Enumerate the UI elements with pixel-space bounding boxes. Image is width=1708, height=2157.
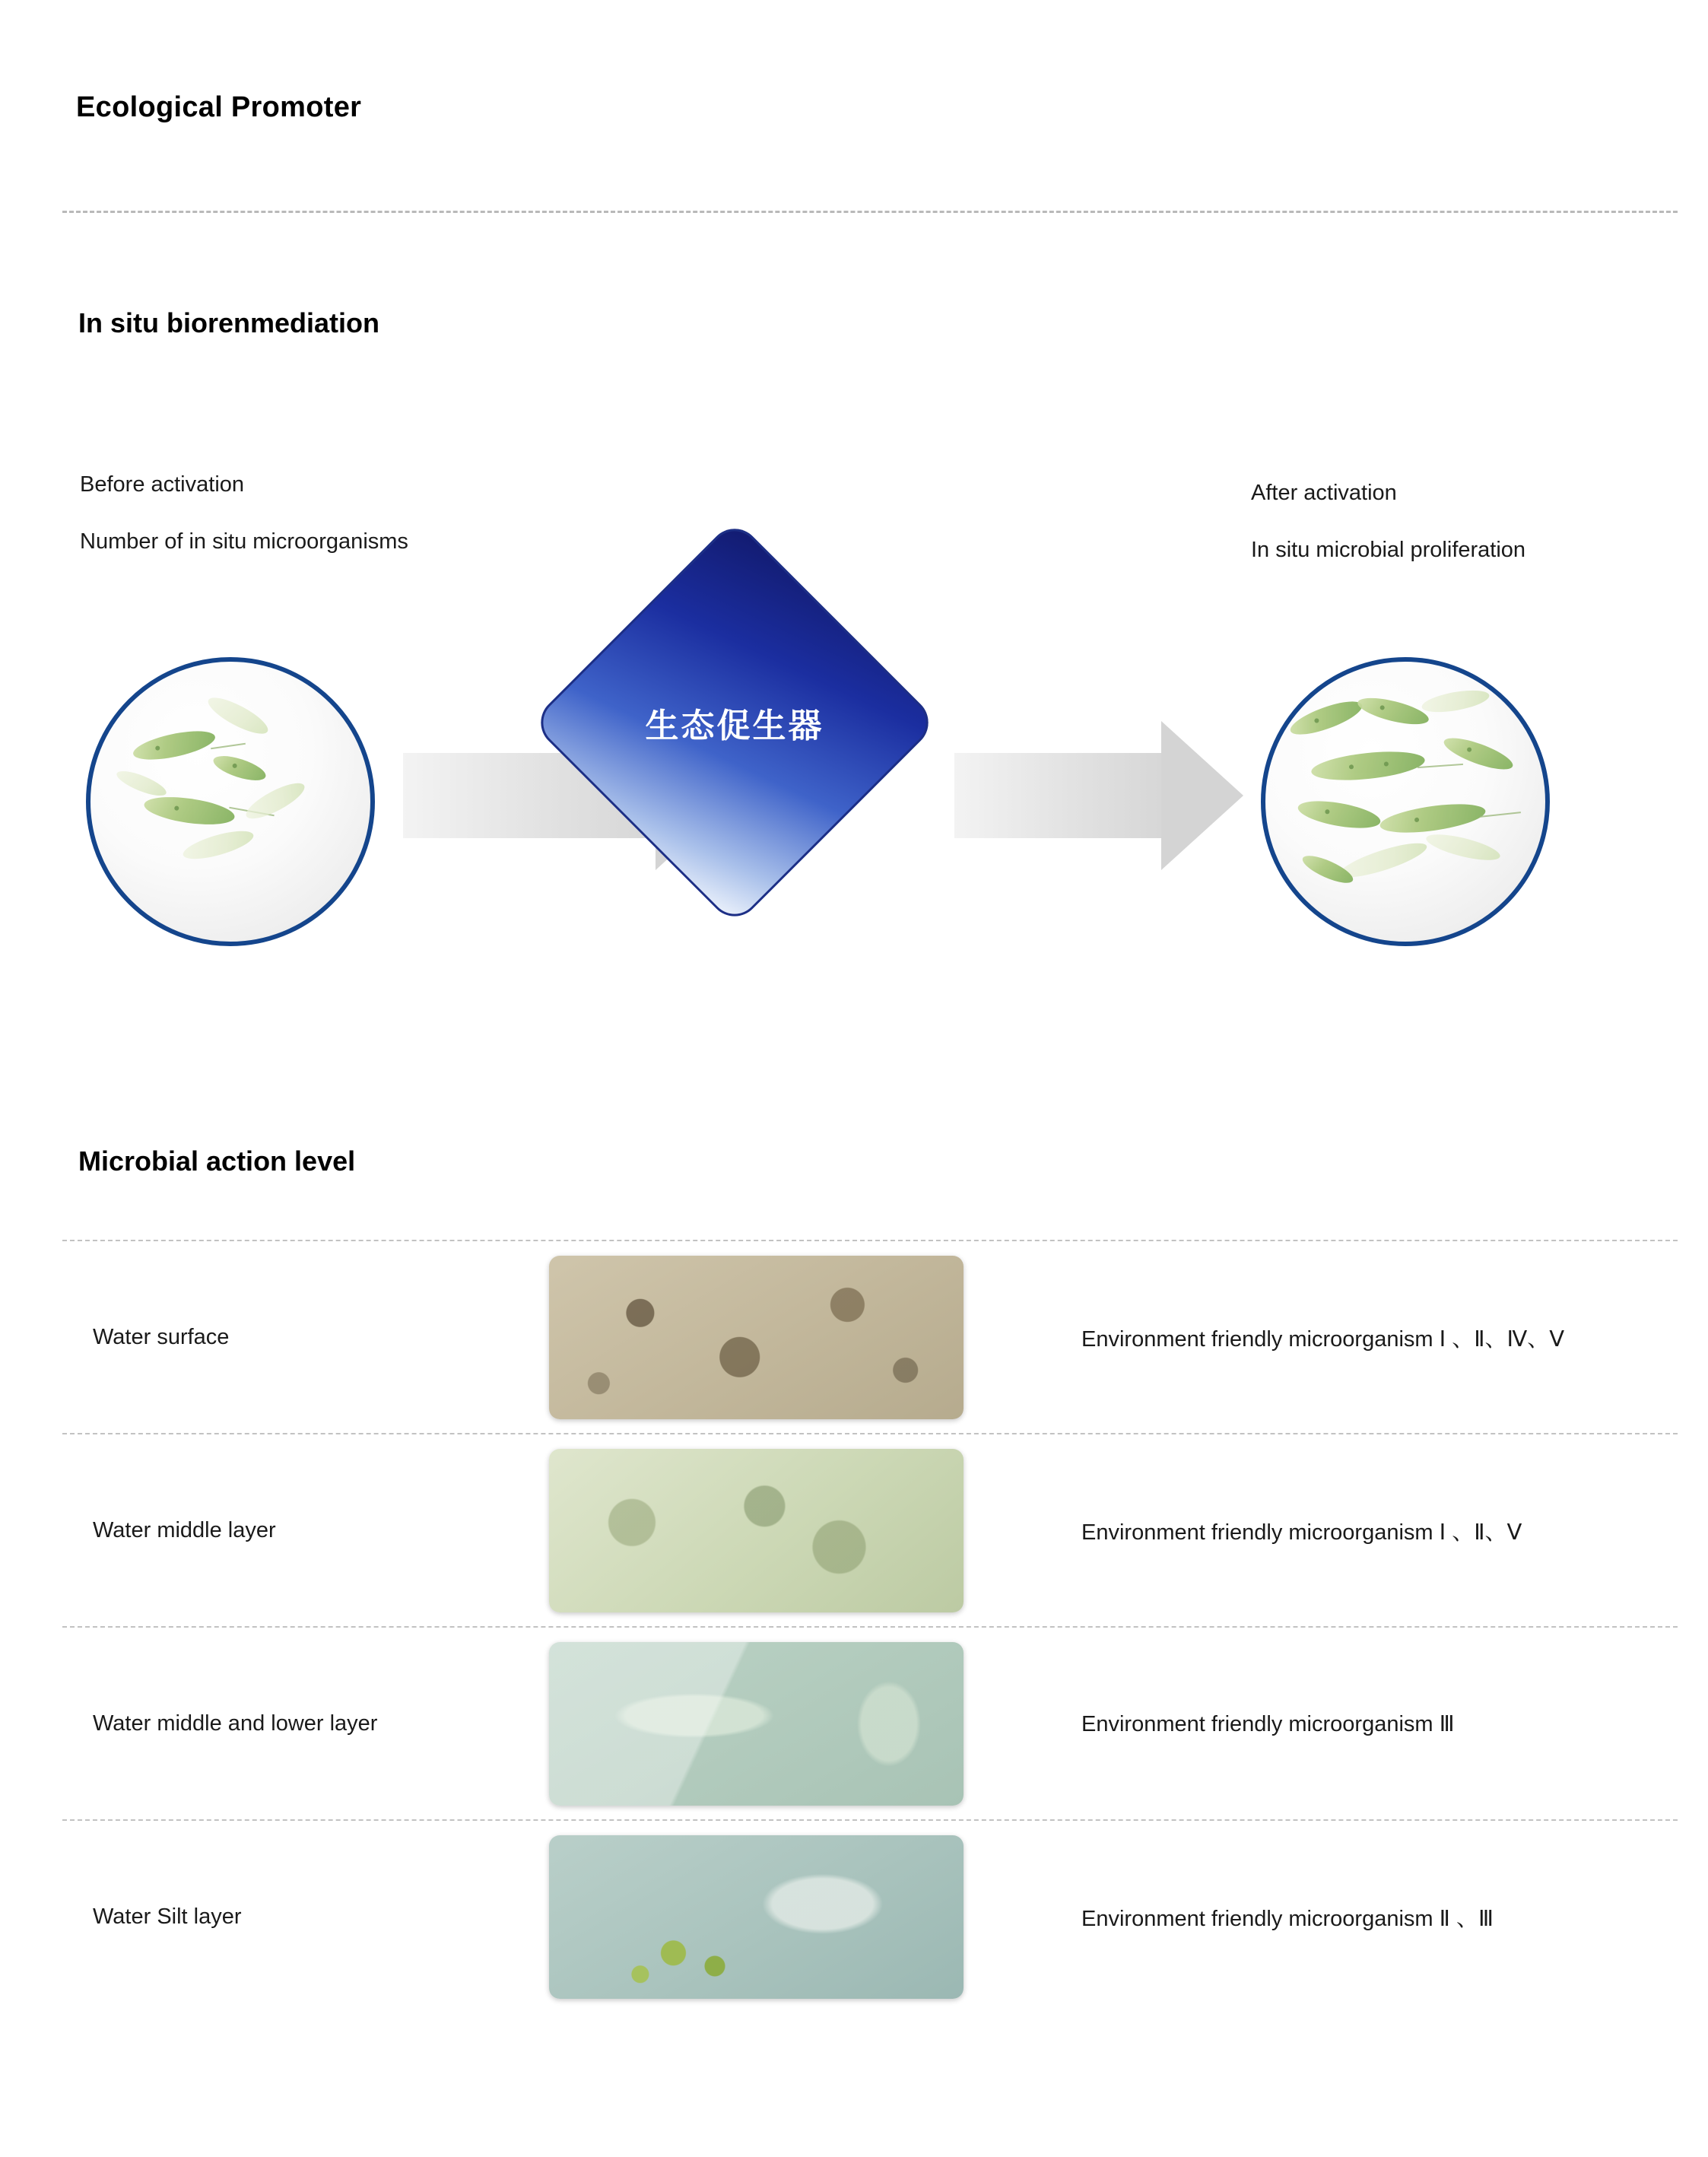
microorganism-tail: [1418, 764, 1463, 768]
microorganism-glyph: [242, 777, 309, 824]
after-activation-label: After activation: [1251, 481, 1397, 505]
microorganism-glyph: [1355, 693, 1430, 729]
microorganism-glyph: [1440, 732, 1516, 775]
table-row: [62, 1240, 1678, 1433]
microorganism-glyph: [1421, 686, 1491, 716]
process-arrow-right: [954, 721, 1243, 870]
section-title-in-situ-bioremediation: In situ biorenmediation: [78, 307, 380, 338]
microorganism-glyph: [1287, 695, 1366, 742]
layer-description: Environment friendly microorganism Ⅱ 、Ⅲ: [1081, 1906, 1494, 1931]
layer-label: Water surface: [93, 1324, 230, 1349]
microorganism-glyph: [131, 726, 217, 765]
microscope-photo-water-middle-layer: [549, 1449, 964, 1612]
microorganism-glyph: [142, 793, 236, 829]
layer-description: Environment friendly microorganism Ⅰ 、Ⅱ、Ⅴ: [1081, 1520, 1522, 1545]
page-title: Ecological Promoter: [76, 91, 362, 123]
microscope-photo-water-surface: [549, 1256, 964, 1419]
microorganism-glyph: [204, 691, 272, 740]
table-row: [62, 1433, 1678, 1626]
table-row: [62, 1626, 1678, 1819]
microorganism-tail: [211, 743, 246, 749]
before-activation-circle: [86, 657, 375, 946]
microorganism-glyph: [180, 825, 256, 864]
layer-description: Environment friendly microorganism Ⅰ 、Ⅱ、Ⅳ、Ⅴ: [1081, 1326, 1565, 1352]
microorganism-glyph: [211, 751, 268, 785]
layer-image-cell: [549, 1256, 964, 1419]
layer-image-cell: [549, 1835, 964, 1999]
microorganism-glyph: [114, 767, 169, 801]
layer-label: Water Silt layer: [93, 1904, 242, 1929]
microbial-action-level-table: [62, 1240, 1678, 2012]
before-activation-description: Number of in situ microorganisms: [80, 529, 408, 554]
section-title-microbial-action-level: Microbial action level: [78, 1145, 356, 1177]
microorganism-glyph: [1378, 799, 1487, 837]
before-activation-label: Before activation: [80, 472, 245, 497]
table-row: [62, 1819, 1678, 2012]
microorganism-glyph: [1310, 747, 1427, 784]
process-diagram: [0, 456, 1708, 1004]
layer-image-cell: [549, 1449, 964, 1612]
ecological-promoter-diamond-label: 生态促生器: [645, 707, 824, 745]
layer-image-cell: [549, 1642, 964, 1806]
microorganism-glyph: [1424, 829, 1503, 865]
header-divider: [62, 211, 1678, 213]
microscope-photo-water-silt-layer: [549, 1835, 964, 1999]
after-activation-circle: [1261, 657, 1550, 946]
microscope-photo-water-middle-lower-layer: [549, 1642, 964, 1806]
layer-description: Environment friendly microorganism Ⅲ: [1081, 1711, 1455, 1736]
microorganism-glyph: [1296, 796, 1383, 834]
after-activation-description: In situ microbial proliferation: [1251, 538, 1526, 562]
microorganism-tail: [1480, 812, 1521, 818]
layer-label: Water middle and lower layer: [93, 1711, 378, 1736]
layer-label: Water middle layer: [93, 1517, 276, 1542]
